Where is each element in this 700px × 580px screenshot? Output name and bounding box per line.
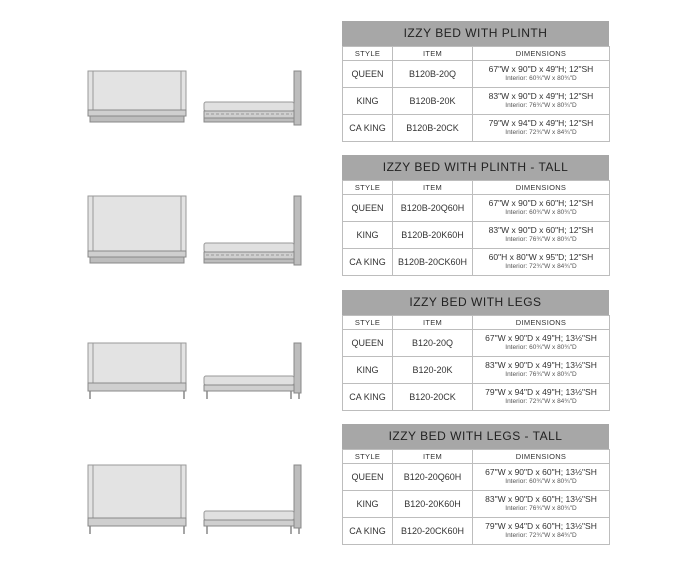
table-row bbox=[343, 491, 610, 518]
dimensions-value: 67"W x 90"D x 60"H; 12"SH bbox=[488, 198, 594, 208]
spec-table-plinth bbox=[342, 21, 609, 142]
header-item: ITEM bbox=[393, 450, 473, 464]
table-row bbox=[343, 518, 610, 545]
dimensions-cell bbox=[473, 357, 610, 384]
dimensions-value: 83"W x 90"D x 49"H; 12"SH bbox=[488, 91, 594, 101]
dimensions-cell bbox=[473, 249, 610, 276]
table-row bbox=[343, 61, 610, 88]
interior-value: Interior: 60¾"W x 80¾"D bbox=[505, 209, 577, 216]
section-legs bbox=[0, 280, 700, 415]
section-plinth-tall bbox=[0, 145, 700, 280]
dimensions-cell bbox=[473, 384, 610, 411]
style-cell: QUEEN bbox=[343, 195, 393, 222]
style-cell: KING bbox=[343, 357, 393, 384]
dimensions-cell bbox=[473, 330, 610, 357]
item-cell: B120-20K60H bbox=[393, 491, 473, 518]
table-row bbox=[343, 330, 610, 357]
table-header-row bbox=[343, 316, 610, 330]
bed-front-and-side-legs-illustration bbox=[86, 280, 306, 415]
dimensions-value: 83"W x 90"D x 60"H; 13½"SH bbox=[485, 494, 597, 504]
style-cell: CA KING bbox=[343, 249, 393, 276]
dimensions-cell bbox=[473, 61, 610, 88]
bed-front-and-side-plinth-illustration bbox=[86, 0, 306, 145]
header-item: ITEM bbox=[393, 181, 473, 195]
style-cell: CA KING bbox=[343, 115, 393, 142]
dimensions-cell bbox=[473, 491, 610, 518]
item-cell: B120B-20K60H bbox=[393, 222, 473, 249]
dimensions-cell bbox=[473, 88, 610, 115]
table-row bbox=[343, 384, 610, 411]
item-cell: B120-20CK60H bbox=[393, 518, 473, 545]
interior-value: Interior: 76¾"W x 80¾"D bbox=[505, 505, 577, 512]
table-row bbox=[343, 249, 610, 276]
dimensions-cell bbox=[473, 464, 610, 491]
style-cell: KING bbox=[343, 222, 393, 249]
item-cell: B120-20Q bbox=[393, 330, 473, 357]
item-cell: B120B-20CK bbox=[393, 115, 473, 142]
bed-drawings-plinth-tall bbox=[86, 145, 306, 280]
section-title: IZZY BED WITH LEGS bbox=[342, 290, 609, 315]
item-cell: B120B-20Q bbox=[393, 61, 473, 88]
style-cell: KING bbox=[343, 491, 393, 518]
style-cell: QUEEN bbox=[343, 330, 393, 357]
dimensions-value: 79"W x 94"D x 49"H; 12"SH bbox=[488, 118, 594, 128]
header-style: STYLE bbox=[343, 450, 393, 464]
table-row bbox=[343, 464, 610, 491]
spec-table-plinth-tall bbox=[342, 155, 609, 276]
table-row bbox=[343, 222, 610, 249]
table-row bbox=[343, 88, 610, 115]
table-header-row bbox=[343, 450, 610, 464]
interior-value: Interior: 76¾"W x 80¾"D bbox=[505, 102, 577, 109]
dimensions-value: 60"H x 80"W x 95"D; 12"SH bbox=[488, 252, 594, 262]
item-cell: B120-20CK bbox=[393, 384, 473, 411]
dimensions-value: 67"W x 90"D x 49"H; 12"SH bbox=[488, 64, 594, 74]
bed-drawings-legs bbox=[86, 280, 306, 415]
spec-table-legs bbox=[342, 290, 609, 411]
interior-value: Interior: 72¾"W x 84¾"D bbox=[505, 532, 577, 539]
interior-value: Interior: 72¾"W x 84¾"D bbox=[505, 398, 577, 405]
dimensions-cell bbox=[473, 115, 610, 142]
item-cell: B120B-20K bbox=[393, 88, 473, 115]
bed-front-and-side-legs-tall-illustration bbox=[86, 415, 306, 580]
header-item: ITEM bbox=[393, 316, 473, 330]
header-dimensions: DIMENSIONS bbox=[473, 47, 610, 61]
interior-value: Interior: 72¾"W x 84¾"D bbox=[505, 263, 577, 270]
section-title: IZZY BED WITH PLINTH - TALL bbox=[342, 155, 609, 180]
dimensions-value: 79"W x 94"D x 49"H; 13½"SH bbox=[485, 387, 597, 397]
header-dimensions: DIMENSIONS bbox=[473, 450, 610, 464]
interior-value: Interior: 76¾"W x 80¾"D bbox=[505, 371, 577, 378]
dimensions-value: 83"W x 90"D x 60"H; 12"SH bbox=[488, 225, 594, 235]
header-style: STYLE bbox=[343, 181, 393, 195]
table-header-row bbox=[343, 181, 610, 195]
item-cell: B120-20Q60H bbox=[393, 464, 473, 491]
style-cell: QUEEN bbox=[343, 61, 393, 88]
dimensions-value: 67"W x 90"D x 49"H; 13½"SH bbox=[485, 333, 597, 343]
item-cell: B120B-20CK60H bbox=[393, 249, 473, 276]
interior-value: Interior: 60¾"W x 80¾"D bbox=[505, 75, 577, 82]
dimensions-value: 67"W x 90"D x 60"H; 13½"SH bbox=[485, 467, 597, 477]
bed-drawings-legs-tall bbox=[86, 415, 306, 580]
interior-value: Interior: 60¾"W x 80¾"D bbox=[505, 478, 577, 485]
style-cell: CA KING bbox=[343, 518, 393, 545]
interior-value: Interior: 60¾"W x 80¾"D bbox=[505, 344, 577, 351]
bed-front-and-side-plinth-tall-illustration bbox=[86, 145, 306, 280]
dimensions-cell bbox=[473, 518, 610, 545]
table-row bbox=[343, 357, 610, 384]
section-title: IZZY BED WITH PLINTH bbox=[342, 21, 609, 46]
interior-value: Interior: 76¾"W x 80¾"D bbox=[505, 236, 577, 243]
dimensions-value: 79"W x 94"D x 60"H; 13½"SH bbox=[485, 521, 597, 531]
section-plinth bbox=[0, 0, 700, 145]
header-style: STYLE bbox=[343, 316, 393, 330]
dimensions-value: 83"W x 90"D x 49"H; 13½"SH bbox=[485, 360, 597, 370]
header-dimensions: DIMENSIONS bbox=[473, 181, 610, 195]
section-title: IZZY BED WITH LEGS - TALL bbox=[342, 424, 609, 449]
item-cell: B120B-20Q60H bbox=[393, 195, 473, 222]
spec-table-legs-tall bbox=[342, 424, 609, 545]
table-header-row bbox=[343, 47, 610, 61]
bed-drawings-plinth bbox=[86, 0, 306, 145]
style-cell: CA KING bbox=[343, 384, 393, 411]
section-legs-tall bbox=[0, 415, 700, 580]
table-row bbox=[343, 115, 610, 142]
style-cell: QUEEN bbox=[343, 464, 393, 491]
header-item: ITEM bbox=[393, 47, 473, 61]
interior-value: Interior: 72¾"W x 84¾"D bbox=[505, 129, 577, 136]
dimensions-cell bbox=[473, 195, 610, 222]
header-dimensions: DIMENSIONS bbox=[473, 316, 610, 330]
table-row bbox=[343, 195, 610, 222]
style-cell: KING bbox=[343, 88, 393, 115]
dimensions-cell bbox=[473, 222, 610, 249]
header-style: STYLE bbox=[343, 47, 393, 61]
item-cell: B120-20K bbox=[393, 357, 473, 384]
